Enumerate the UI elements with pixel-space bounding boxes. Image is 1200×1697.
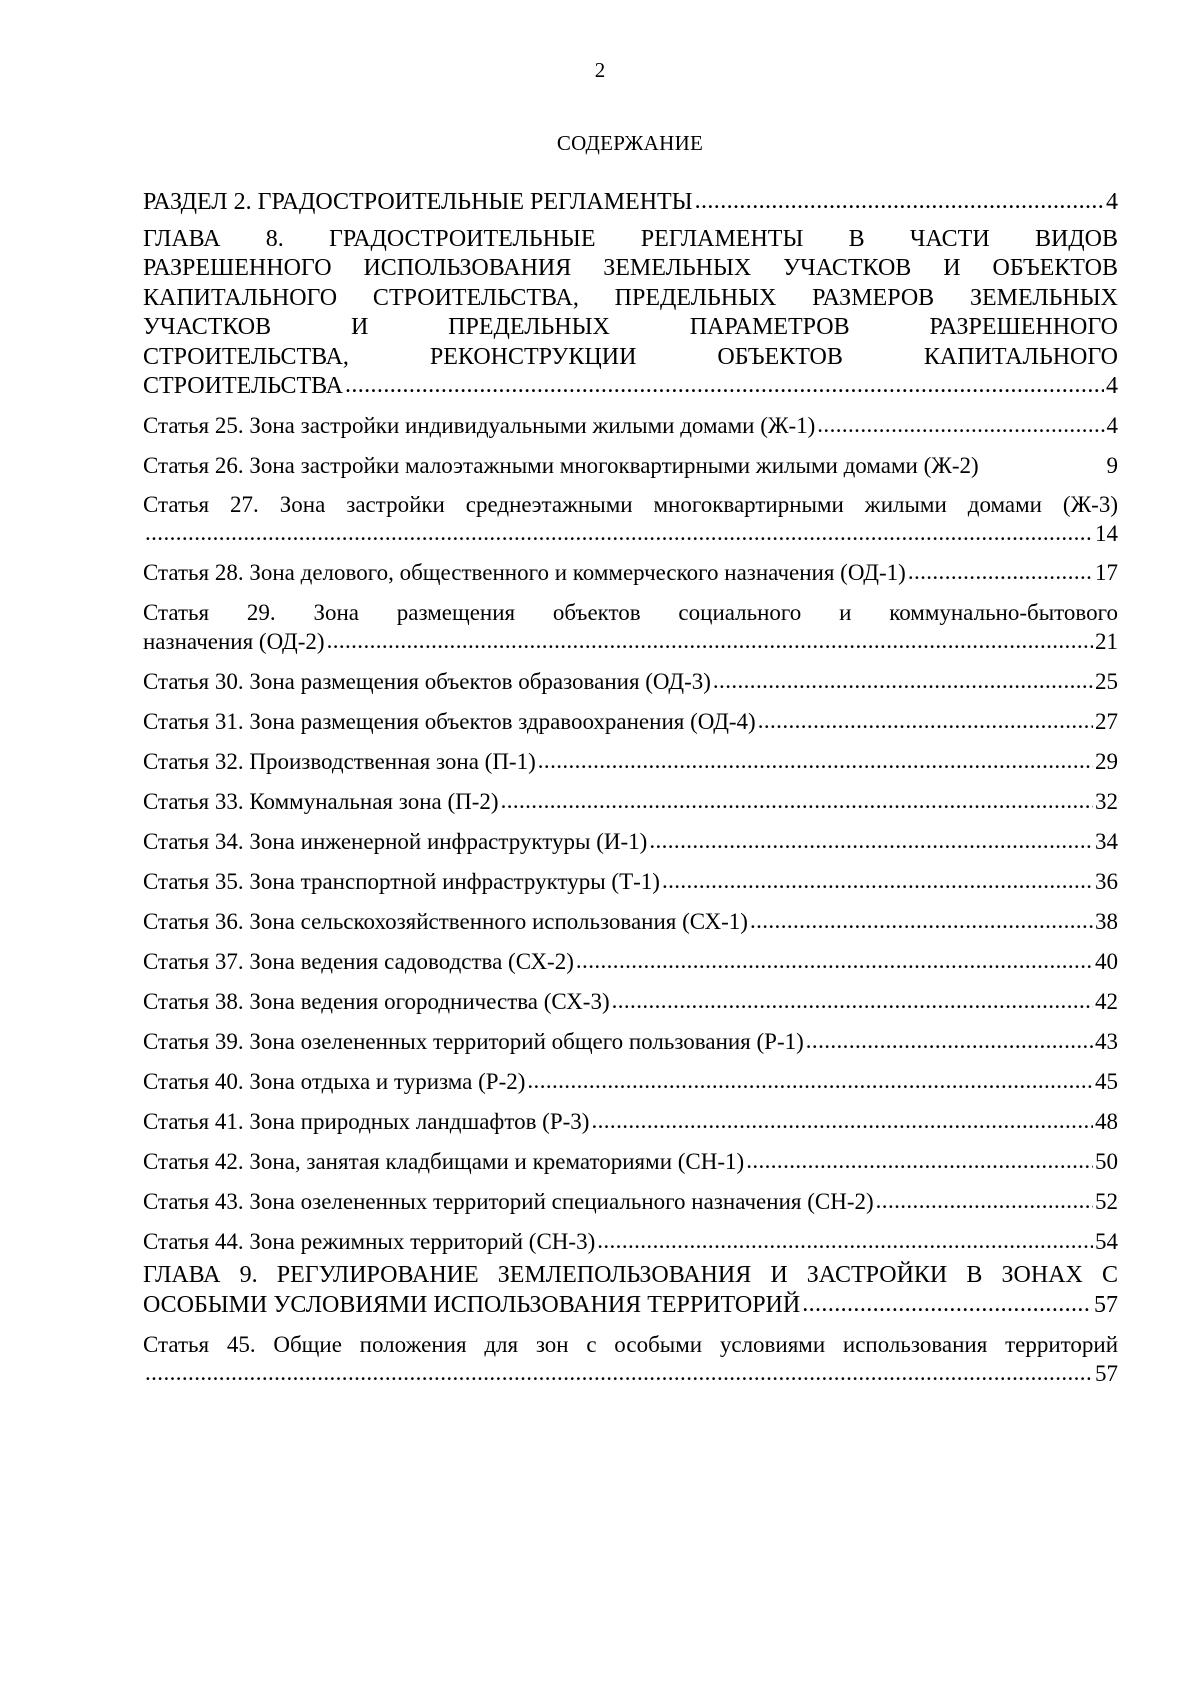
table-of-contents	[143, 188, 1118, 1388]
toc-entry[interactable]	[143, 225, 1118, 401]
toc-entry-last-line	[143, 1027, 1118, 1056]
toc-entry-title-line: Статья 27. Зона застройки среднеэтажными многоквартирными жилыми домами (Ж-3)	[143, 492, 1118, 518]
toc-entry-last-line	[143, 787, 1118, 816]
toc-entry-title: Статья 28. Зона делового, общественного и коммерческого назначения (ОД-1)	[143, 560, 906, 586]
toc-entry-last-line	[143, 1067, 1118, 1096]
toc-entry[interactable]	[143, 947, 1118, 976]
toc-entry-last-line	[143, 1107, 1118, 1136]
toc-entry-last-line	[143, 372, 1118, 401]
toc-entry-title-line: Статья 29. Зона размещения объектов социального и коммунально-бытового	[143, 600, 1118, 626]
toc-entry[interactable]	[143, 1027, 1118, 1056]
toc-entry-last-line	[143, 907, 1118, 936]
toc-entry-title: назначения (ОД-2)	[143, 629, 325, 655]
toc-entry[interactable]	[143, 1330, 1118, 1388]
toc-entry[interactable]	[143, 451, 1118, 480]
toc-entry-page: 36	[1095, 869, 1118, 895]
dot-leader	[908, 557, 1093, 586]
dot-leader	[802, 1290, 1092, 1319]
toc-entry-title: СТРОИТЕЛЬСТВА	[143, 373, 343, 400]
dot-leader	[612, 986, 1093, 1015]
toc-entry-page: 9	[1106, 453, 1118, 479]
toc-entry-title: Статья 34. Зона инженерной инфраструктуры (И-1)	[143, 829, 648, 855]
toc-entry-last-line	[143, 867, 1118, 896]
toc-entry-last-line	[143, 1147, 1118, 1176]
toc-entry-last-line	[143, 1187, 1118, 1216]
dot-leader	[649, 826, 1093, 855]
toc-entry[interactable]	[143, 188, 1118, 217]
toc-entry-page: 57	[1095, 1361, 1118, 1387]
toc-entry-title: Статья 31. Зона размещения объектов здравоохранения (ОД-4)	[143, 709, 756, 735]
toc-entry-last-line	[143, 411, 1118, 440]
toc-entry[interactable]	[143, 1067, 1118, 1096]
toc-entry-title: Статья 44. Зона режимных территорий (СН-3)	[143, 1229, 596, 1255]
toc-entry[interactable]	[143, 558, 1118, 587]
dot-leader	[662, 866, 1093, 895]
dot-leader	[345, 371, 1104, 400]
toc-entry-title-line: ГЛАВА 8. ГРАДОСТРОИТЕЛЬНЫЕ РЕГЛАМЕНТЫ В ЧАСТИ ВИДОВ	[143, 226, 1118, 252]
toc-entry-title: Статья 43. Зона озелененных территорий специального назначения (СН-2)	[143, 1189, 874, 1215]
toc-entry[interactable]	[143, 1187, 1118, 1216]
toc-entry-page: 27	[1095, 709, 1118, 735]
toc-entry-page: 57	[1094, 1291, 1118, 1318]
toc-entry-title: Статья 33. Коммунальная зона (П-2)	[143, 789, 499, 815]
dot-leader	[713, 666, 1093, 695]
dot-leader	[538, 746, 1093, 775]
toc-entry-last-line	[143, 1291, 1118, 1320]
toc-entry-page: 17	[1095, 560, 1118, 586]
toc-entry-last-line	[143, 519, 1118, 548]
toc-entry-last-line	[143, 827, 1118, 856]
toc-entry-page: 4	[1106, 189, 1118, 215]
toc-entry-page: 45	[1095, 1069, 1118, 1095]
toc-entry-page: 4	[1106, 413, 1118, 439]
toc-entry-last-line	[143, 188, 1118, 217]
dot-leader	[576, 946, 1093, 975]
toc-entry-page: 54	[1095, 1229, 1118, 1255]
dot-leader	[695, 187, 1104, 216]
toc-entry-title: Статья 25. Зона застройки индивидуальными жилыми домами (Ж-1)	[143, 413, 816, 439]
toc-entry-page: 43	[1095, 1029, 1118, 1055]
dot-leader	[806, 1026, 1093, 1055]
toc-entry-title: Статья 42. Зона, занятая кладбищами и крематориями (СН-1)	[143, 1149, 745, 1175]
toc-entry-title: Статья 38. Зона ведения огородничества (СХ-3)	[143, 989, 610, 1015]
toc-entry-last-line	[143, 451, 1118, 480]
toc-entry-title: Статья 36. Зона сельскохозяйственного использования (СХ-1)	[143, 909, 748, 935]
toc-entry-page: 25	[1095, 669, 1118, 695]
dot-leader	[145, 518, 1093, 547]
dot-leader	[817, 410, 1104, 439]
toc-entry-title: Статья 35. Зона транспортной инфраструктуры (Т-1)	[143, 869, 660, 895]
dot-leader	[527, 1066, 1093, 1095]
toc-entry-title: Статья 30. Зона размещения объектов образования (ОД-3)	[143, 669, 711, 695]
toc-entry-page: 38	[1095, 909, 1118, 935]
toc-entry-title: Статья 26. Зона застройки малоэтажными многоквартирными жилыми домами (Ж-2)	[143, 453, 979, 479]
toc-entry[interactable]	[143, 1147, 1118, 1176]
toc-entry-page: 21	[1095, 629, 1118, 655]
toc-entry[interactable]	[143, 1227, 1118, 1256]
toc-entry-page: 32	[1095, 789, 1118, 815]
dot-leader	[597, 1226, 1093, 1255]
toc-entry-title-line: Статья 45. Общие положения для зон с особыми условиями использования территорий	[143, 1332, 1118, 1358]
dot-leader	[591, 1106, 1093, 1135]
toc-entry-title-line: СТРОИТЕЛЬСТВА, РЕКОНСТРУКЦИИ ОБЪЕКТОВ КАПИТАЛЬНОГО	[143, 343, 1118, 370]
toc-entry-last-line	[143, 987, 1118, 1016]
toc-entry-page: 29	[1095, 749, 1118, 775]
toc-entry-page: 40	[1095, 949, 1118, 975]
toc-entry-title-line: УЧАСТКОВ И ПРЕДЕЛЬНЫХ ПАРАМЕТРОВ РАЗРЕШЕННОГО	[143, 314, 1118, 341]
toc-entry[interactable]	[143, 411, 1118, 440]
toc-entry-title: Статья 41. Зона природных ландшафтов (Р-3)	[143, 1109, 590, 1135]
toc-entry[interactable]	[143, 907, 1118, 936]
dot-leader	[750, 906, 1093, 935]
dot-leader	[501, 786, 1093, 815]
toc-entry-last-line	[143, 707, 1118, 736]
toc-entry-last-line	[143, 747, 1118, 776]
toc-heading: СОДЕРЖАНИЕ	[556, 131, 704, 155]
toc-entry[interactable]	[143, 707, 1118, 736]
toc-entry[interactable]	[143, 747, 1118, 776]
toc-entry-page: 48	[1095, 1109, 1118, 1135]
toc-entry-last-line	[143, 558, 1118, 587]
toc-entry[interactable]	[143, 827, 1118, 856]
toc-entry-last-line	[143, 627, 1118, 656]
toc-entry[interactable]	[143, 987, 1118, 1016]
toc-entry-title: Статья 39. Зона озелененных территорий общего пользования (Р-1)	[143, 1029, 804, 1055]
toc-entry[interactable]	[143, 667, 1118, 696]
toc-entry[interactable]	[143, 1107, 1118, 1136]
toc-entry[interactable]	[143, 1261, 1118, 1320]
toc-entry-last-line	[143, 947, 1118, 976]
toc-entry-page: 4	[1106, 373, 1118, 400]
toc-entry-title-line: КАПИТАЛЬНОГО СТРОИТЕЛЬСТВА, ПРЕДЕЛЬНЫХ РАЗМЕРОВ ЗЕМЕЛЬНЫХ	[143, 284, 1118, 311]
toc-entry-title: Статья 32. Производственная зона (П-1)	[143, 749, 536, 775]
toc-entry-title: ОСОБЫМИ УСЛОВИЯМИ ИСПОЛЬЗОВАНИЯ ТЕРРИТОРИЙ	[143, 1291, 801, 1318]
dot-leader	[758, 706, 1093, 735]
toc-entry-page: 14	[1095, 521, 1118, 547]
dot-leader	[876, 1186, 1093, 1215]
toc-entry-title: Статья 37. Зона ведения садоводства (СХ-2)	[143, 949, 574, 975]
toc-entry-title-line: ГЛАВА 9. РЕГУЛИРОВАНИЕ ЗЕМЛЕПОЛЬЗОВАНИЯ И ЗАСТРОЙКИ В ЗОНАХ С	[143, 1262, 1118, 1289]
toc-entry-page: 42	[1095, 989, 1118, 1015]
toc-entry-page: 34	[1095, 829, 1118, 855]
dot-leader	[327, 626, 1093, 655]
dot-leader	[746, 1146, 1093, 1175]
toc-entry[interactable]	[143, 490, 1118, 548]
toc-entry-last-line	[143, 1359, 1118, 1388]
toc-entry[interactable]	[143, 787, 1118, 816]
toc-entry-page: 52	[1095, 1189, 1118, 1215]
toc-entry-page: 50	[1095, 1149, 1118, 1175]
page-number: 2	[594, 58, 606, 82]
dot-leader	[145, 1358, 1093, 1387]
toc-entry-title-line: РАЗРЕШЕННОГО ИСПОЛЬЗОВАНИЯ ЗЕМЕЛЬНЫХ УЧАСТКОВ И ОБЪЕКТОВ	[143, 255, 1118, 282]
toc-entry-title: РАЗДЕЛ 2. ГРАДОСТРОИТЕЛЬНЫЕ РЕГЛАМЕНТЫ	[143, 189, 693, 215]
toc-entry-last-line	[143, 1227, 1118, 1256]
toc-entry-title: Статья 40. Зона отдыха и туризма (Р-2)	[143, 1069, 526, 1095]
toc-entry-last-line	[143, 667, 1118, 696]
toc-entry[interactable]	[143, 867, 1118, 896]
toc-entry[interactable]	[143, 598, 1118, 656]
